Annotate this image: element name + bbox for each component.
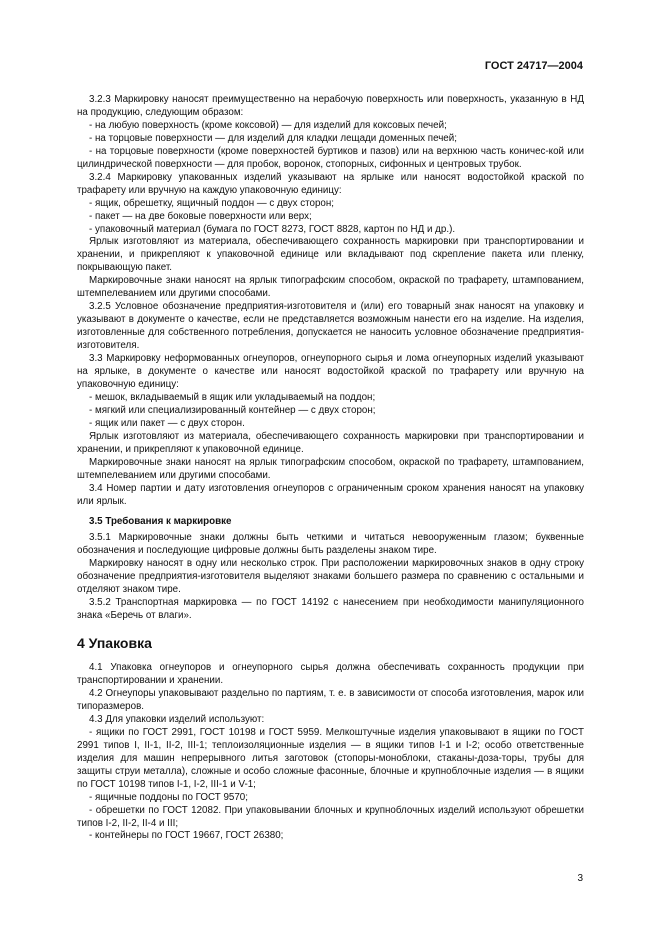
page-body	[77, 94, 584, 843]
paragraph-4-1: 4.1 Упаковка огнеупоров и огнеупорного сырья должна обеспечивать сохранность продукции при транспортировании и хранении.	[77, 662, 584, 687]
list-item: - контейнеры по ГОСТ 19667, ГОСТ 26380;	[89, 830, 284, 842]
list-item: - мягкий или специализированный контейнер — с двух сторон;	[89, 404, 376, 416]
list-item: - ящик, обрешетку, ящичный поддон — с двух сторон;	[89, 197, 334, 209]
list-item: - обрешетки по ГОСТ 12082. При упаковывании блочных и крупноблочных изделий используют обрешетки типов I-2, II-2, II-4 и III;	[77, 804, 584, 829]
list-item: - на любую поверхность (кроме коксовой) — для изделий для коксовых печей;	[89, 119, 447, 131]
paragraph-3-2-4: 3.2.4 Маркировку упакованных изделий указывают на ярлыке или наносят водостойкой краской по трафарету или вручную на каждую упаковочную единицу:	[77, 171, 584, 196]
section-heading-4: 4 Упаковка	[77, 635, 152, 652]
paragraph-4-3: 4.3 Для упаковки изделий используют:	[89, 713, 265, 725]
paragraph: Ярлык изготовляют из материала, обеспечивающего сохранность маркировки при транспортировании и хранении, и прикрепляют к упаковочной единице.	[77, 430, 584, 455]
list-item: - пакет — на две боковые поверхности или верх;	[89, 210, 312, 222]
paragraph-3-2-5: 3.2.5 Условное обозначение предприятия-изготовителя и (или) его товарный знак наносят на упаковку и указывают в документе о качестве, если не представляется возможным нанести его на изделие. На изделия, изготовленные для собственного потребления, допускается не наносить условное обозначение предприятия-изготовителя.	[77, 301, 584, 352]
paragraph: Маркировочные знаки наносят на ярлык типографским способом, окраской по трафарету, штампованием, штемпелеванием или другими способами.	[77, 456, 584, 481]
list-item: - ящик или пакет — с двух сторон.	[89, 417, 245, 429]
page-number: 3	[577, 873, 583, 884]
list-item: - мешок, вкладываемый в ящик или укладываемый на поддон;	[89, 391, 376, 403]
paragraph-3-5-2: 3.5.2 Транспортная маркировка — по ГОСТ 14192 с нанесением при необходимости манипуляционного знака «Беречь от влаги».	[77, 597, 584, 622]
paragraph: Маркировку наносят в одну или несколько строк. При расположении маркировочных знаков в одну строку обозначение предприятия-изготовителя выделяют знаками большего размера по сравнению с остальными и отделяют знаком тире.	[77, 558, 584, 596]
paragraph: Маркировочные знаки наносят на ярлык типографским способом, окраской по трафарету, штампованием, штемпелеванием или другими способами.	[77, 275, 584, 300]
paragraph-3-4: 3.4 Номер партии и дату изготовления огнеупоров с ограниченным сроком хранения наносят на упаковку или ярлык.	[77, 482, 584, 507]
list-item: - ящичные поддоны по ГОСТ 9570;	[89, 791, 248, 803]
paragraph-3-3: 3.3 Маркировку неформованных огнеупоров, огнеупорного сырья и лома огнеупорных изделий указывают на ярлыке, в документе о качестве или наносят водостойкой краской по трафарету или вручную на упаковочную единицу:	[77, 353, 584, 390]
paragraph-3-5-1: 3.5.1 Маркировочные знаки должны быть четкими и читаться невооруженным глазом; буквенные обозначения и последующие цифровые должны быть разделены знаком тире.	[77, 532, 584, 557]
paragraph-3-2-3: 3.2.3 Маркировку наносят преимущественно на нерабочую поверхность или поверхность, указанную в НД на продукцию, следующим образом:	[77, 94, 584, 118]
list-item: - на торцовые поверхности — для изделий для кладки лещади доменных печей;	[89, 132, 457, 144]
list-item: - упаковочный материал (бумага по ГОСТ 8273, ГОСТ 8828, картон по НД и др.).	[89, 223, 456, 235]
paragraph-4-2: 4.2 Огнеупоры упаковывают раздельно по партиям, т. е. в зависимости от способа изготовления, марок или типоразмеров.	[77, 687, 584, 712]
list-item: - на торцовые поверхности (кроме поверхностей буртиков и пазов) или на верхнюю часть коничес-кой или цилиндрической поверхности — для пробок, воронок, стопорных, сифонных и центровых трубок.	[77, 145, 584, 170]
subsection-heading-3-5: 3.5 Требования к маркировке	[89, 515, 232, 527]
list-item: - ящики по ГОСТ 2991, ГОСТ 10198 и ГОСТ 5959. Мелкоштучные изделия упаковывают в ящики по ГОСТ 2991 типов I, II-1, II-2, III-1; теплоизоляционные изделия — в ящики типов I-1 и I-2; особо ответственные изделия для машин непрерывного литья заготовок (стопоры-моноблоки, стаканы-доза-торы, трубы для защиты струи металла), сложные и особо сложные фасонные, блочные и крупноблочные изделия — в ящики по ГОСТ 10198 типов I-1, I-2, III-1 и V-1;	[77, 726, 584, 790]
paragraph: Ярлык изготовляют из материала, обеспечивающего сохранность маркировки при транспортировании и хранении, и прикрепляют к упаковочной единице или вкладывают под скрепление пакета или пленку, покрывающую пакет.	[77, 236, 584, 274]
document-code: ГОСТ 24717—2004	[484, 60, 583, 72]
